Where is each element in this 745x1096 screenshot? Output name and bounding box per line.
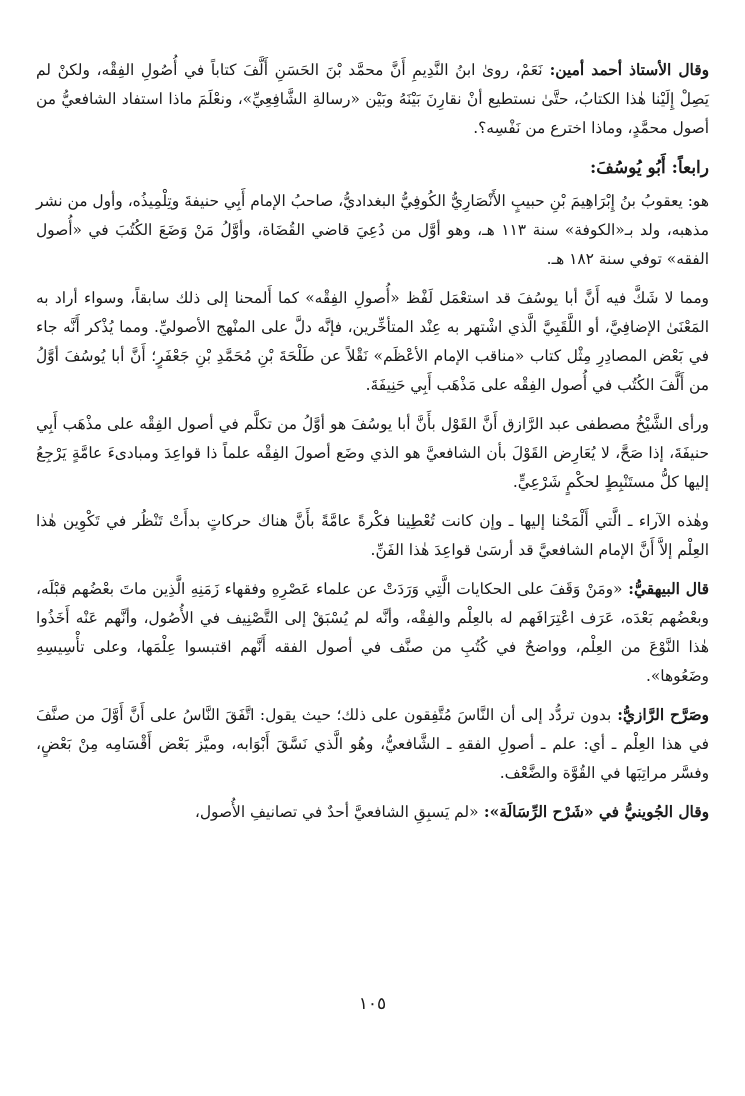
paragraph-text: نَعَمْ، روىٰ ابنُ النَّدِيمِ أَنَّ محمَّد بْنَ الحَسَنِ أَلَّفَ كتاباً في أُصُولِ الفِقْه، ولكنْ لم يَصِلْ إِلَيْنا هٰذا الكتابُ، حتَّىٰ نستطيع أنْ نقارِنَ بَيْنَهُ وبَيْن «رسالةِ الشَّافِعِيِّ»، ونعْلَمَ ماذا استفاد الشافعيُّ من أصول محمَّدٍ، وماذا اخترع من نَفْسِه؟. — [36, 61, 709, 137]
paragraph-text: ورأى الشَّيْخُ مصطفى عبد الرَّازق أَنَّ القَوْل بأَنَّ أبا يوسُفَ هو أوَّلُ من تكلَّم في أصول الفِقْه على مذْهَب أَبِي حنيفَةَ، إذا صَحَّ، لا يُعَارِض القَوْلَ بأن الشافعيَّ هو الذي وضَع أصولَ الفِقْه علماً ذا قواعِدَ ومبادىءَ عامَّةٍ يَرْجِعُ إليها كلُّ مستَنْبِطٍ لحكْمٍ شَرْعِيٍّ. — [36, 415, 709, 491]
paragraph-text: هو: يعقوبُ بنُ إِبْرَاهِيمَ بْنِ حبيبٍ الأَنْصَارِيُّ الكُوفِيُّ البغداديُّ، صاحبُ الإمام أَبِي حنيفةَ وتِلْمِيذُه، وأول من نشر مذهبه، ولد بـ«الكوفة» سنة ١١٣ هـ، وهو أوَّل من دُعِيَ قاضي القُضَاة، وأوَّلُ مَنْ وَضَعَ الكُتُبَ في «أُصول الفقه» توفي سنة ١٨٢ هـ. — [36, 192, 709, 268]
paragraph-lead: وقال الجُوينيُّ في «شَرْح الرِّسَالَة»: — [478, 803, 709, 821]
paragraph-opinions — [36, 507, 709, 565]
paragraph-lead: وقال الأستاذ أحمد أمين: — [542, 61, 710, 79]
paragraph-biography — [36, 187, 709, 274]
paragraph-ahmad-amin — [36, 56, 709, 143]
paragraph-text: ومما لا شَكَّ فيه أَنَّ أبا يوسُفَ قد استعْمَل لَفْظ «أُصولِ الفِقْه» كما أَلمحنا إلى ذلك سابقاً، وسواء أراد به المَعْنَىٰ الإضافِيَّ، أو اللَّقَبِيَّ الَّذي اشْتهر به عِنْد المتأخِّرين، فإنَّه دلَّ على المنْهج الأصوليِّ. ومما يُذْكر أَنَّه جاء في بَعْض المصادِرِ مِثْل كتاب «مناقب الإمام الأعْظَم» نَقْلاً عن طَلْحَةَ بْنِ مُحَمَّدِ بْنِ جَعْفَرٍ؛ أَنَّ أبا يُوسُفَ أوَّلُ من أَلَّفَ الكُتُب في أُصول الفِقْه على مَذْهَب أَبِي حَنِيفَةَ. — [36, 289, 709, 394]
paragraph-juwayni — [36, 798, 709, 827]
paragraph-abdel-razeq — [36, 410, 709, 497]
paragraph-text: «لم يَسبِقِ الشافعيَّ أحدٌ في تصانيفِ الأُصول، — [194, 803, 479, 821]
section-heading: رابعاً: أَبُو يُوسُفَ: — [589, 158, 709, 178]
paragraph-usul-term — [36, 284, 709, 400]
paragraph-lead: وصَرَّح الرَّازيُّ: — [611, 706, 709, 724]
paragraph-bayhaqi — [36, 575, 709, 691]
paragraph-text: وهٰذه الآراء ـ الَّتي أَلْمَحْنا إليها ـ وإن كانت تُعْطِينا فكْرةً عامَّةً بأَنَّ هناك حركاتٍ بدأَتْ تَنْظُر في تَكْوِين هٰذا العِلْم إلاَّ أَنَّ الإمام الشافعيَّ قد أرسَىٰ قواعِدَ هٰذا الفَنِّ. — [36, 512, 709, 559]
paragraph-razi — [36, 701, 709, 788]
paragraph-text: بدون تردُّد إلى أن النَّاسَ مُتَّفِقون على ذلك؛ حيث يقول: اتَّفَقَ النَّاسُ على أَنَّ أَوَّلَ من صنَّفَ في هذا العِلْم ـ أي: علم ـ أصولِ الفقهِ ـ الشَّافعيُّ، وهُو الَّذي نَسَّقَ أَبْوَابه، وميَّز بَعْض أَقْسَامِه مِنْ بَعْضٍ، وفسَّر مراتِبَها في القُوَّة والضَّعْف. — [36, 706, 709, 782]
paragraph-text: «ومَنْ وَقَفَ على الحكايات الَّتِي وَرَدَتْ عن علماء عَصْرِهِ وفقهاء زَمَنِهِ الَّذِين ماتَ بعْضُهم قبْلَه، وبعْضُهم بَعْدَه، عَرَف اعْتِرَافَهم له بالعِلْم والفِقْه، وأنَّه لم يُسْبَقْ إلى التَّصْنِيف في الأُصُول، وأنَّهم عَنْه أَخَذُوا هٰذا النَّوْعَ من العِلْم، وواضحٌ في كُتُبِ من صنَّف في أصول الفقه أَنَّهم اقتبسوا عِلْمَها، وعلى تأْسِيسِهِ وضَعُوها». — [36, 580, 709, 685]
page-number: ١٠٥ — [358, 994, 387, 1014]
paragraph-lead: قال البيهقيُّ: — [622, 580, 709, 598]
